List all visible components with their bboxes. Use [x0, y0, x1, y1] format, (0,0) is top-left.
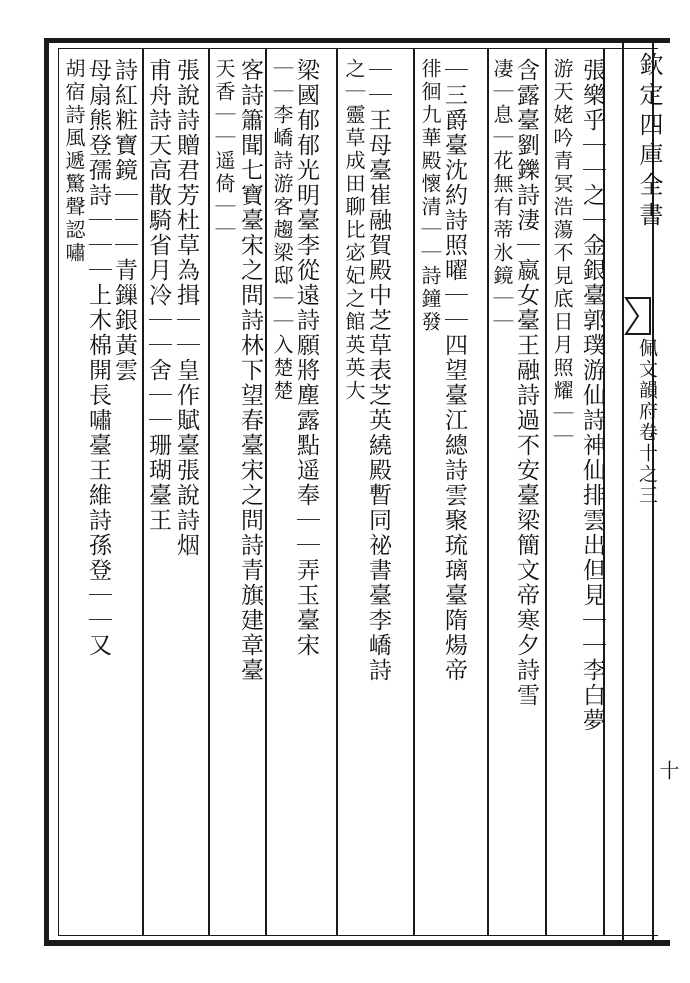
book-title: 欽定四庫全書 — [635, 52, 663, 232]
text-column: 胡宿詩風遞驚聲認嘯 — [62, 58, 86, 265]
text-column: 張樂乎｜｜之｜金銀臺郭璞游仙詩神仙排雲出但見｜｜李白夢 — [579, 58, 605, 733]
column-rule — [413, 48, 415, 936]
text-column: 客詩簫聞七寶臺宋之問詩林下望春臺宋之問詩青旗建章臺 — [237, 58, 263, 683]
text-column: 游天姥吟青冥浩蕩不見底日月照耀｜｜ — [550, 58, 574, 449]
text-column: 梁國郁郁光明臺李從遠詩願將塵露點遥奉｜｜弄玉臺宋 — [293, 58, 319, 658]
text-column: 母扇熊登孺詩｜｜｜上木棉開長嘯臺王維詩孫登｜｜又 — [85, 58, 111, 658]
text-column: 凄｜息｜花無有蒂氷鏡｜｜ — [490, 58, 514, 334]
text-column: ｜三爵臺沈約詩照曜｜｜四望臺江總詩雲聚琉璃臺隋煬帝 — [441, 58, 467, 683]
column-rule — [545, 48, 547, 936]
text-column: 甫舟詩天高散騎省月冷｜｜舍｜｜珊瑚臺王 — [145, 58, 171, 533]
text-column: 含露臺劉鑠詩淒｜嬴女臺王融詩過不安臺梁簡文帝寒夕詩雪 — [513, 58, 539, 708]
text-column: 詩紅粧寶鏡｜｜｜青鏁銀黃雲 — [111, 58, 137, 383]
text-column: 之｜靈草成田聊比宓妃之館英英大 — [342, 58, 366, 403]
text-column: 天香｜｜遥倚｜｜ — [212, 58, 236, 242]
column-rule — [487, 48, 489, 936]
text-column: ｜｜李嶠詩游客趨梁邸｜｜入楚楚 — [270, 58, 294, 403]
fish-tail-icon — [624, 296, 652, 336]
page-number: 十 — [656, 760, 680, 780]
column-rule — [336, 48, 338, 936]
column-rule — [208, 48, 210, 936]
bottom-border — [44, 940, 670, 945]
fold-line — [622, 38, 624, 946]
column-rule — [265, 48, 267, 936]
text-column: 徘徊九華殿懷清｜｜詩鐘發 — [418, 58, 442, 334]
text-column: ｜｜王母臺崔融賀殿中芝草表芝英繞殿暫同祕書臺李嶠詩 — [365, 58, 391, 683]
volume-title: 佩文韻府卷十之三 — [636, 338, 658, 506]
text-column: 張說詩贈君芳杜草為揖｜｜皇作賦臺張說詩烟 — [173, 58, 199, 558]
